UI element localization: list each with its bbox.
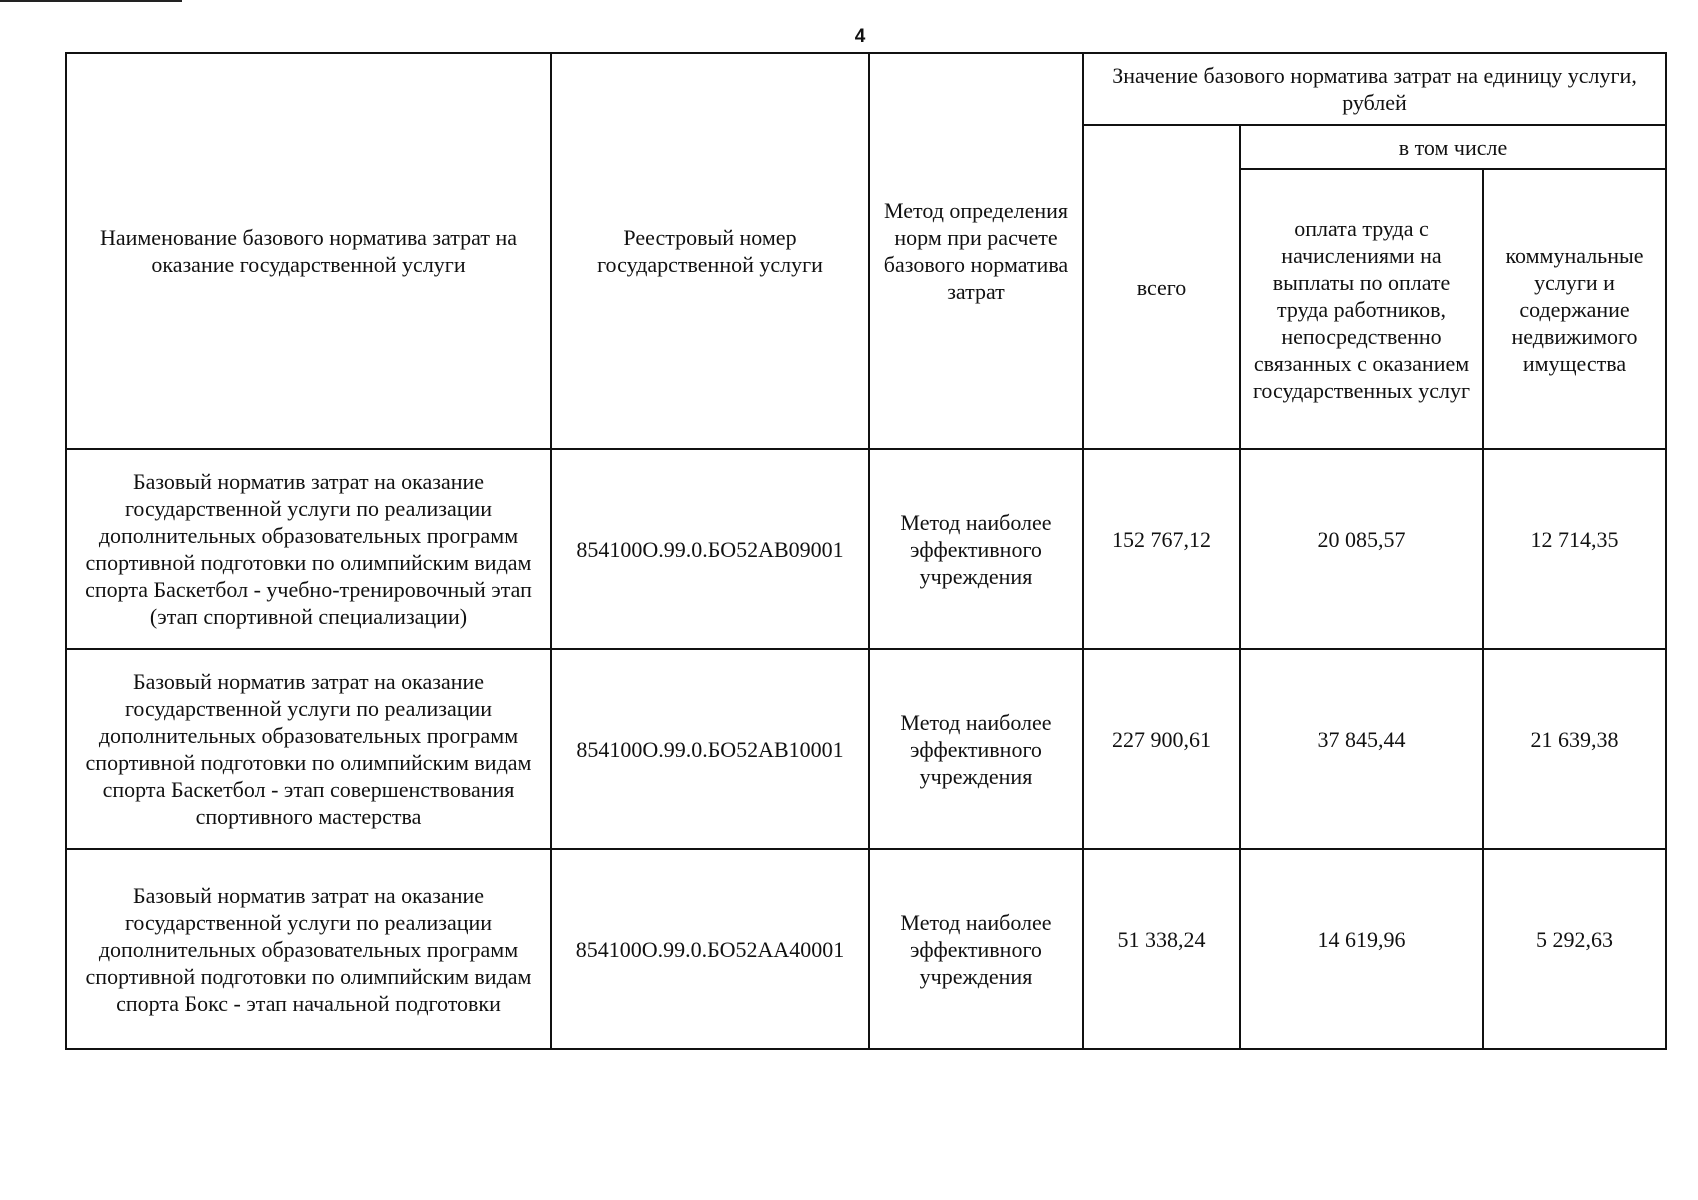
row-name: Базовый норматив затрат на оказание государственной услуги по реализации дополнительных образовательных программ спортивной подготовки по олимпийским видам спорта Бокс - этап начальной подготовки [66,849,551,1049]
row-labor-value: 20 085,57 [1317,526,1406,552]
row-utilities-value: 21 639,38 [1530,726,1619,752]
table-row [66,649,1666,849]
row-total-value: 51 338,24 [1117,926,1206,952]
row-name: Базовый норматив затрат на оказание государственной услуги по реализации дополнительных образовательных программ спортивной подготовки по олимпийским видам спорта Баскетбол - учебно-тренировочный этап (этап спортивной специализации) [66,449,551,649]
table-row [66,849,1666,1049]
row-method: Метод наиболее эффективного учреждения [869,449,1083,649]
header-labor: оплата труда с начислениями на выплаты по оплате труда работников, непосредственно связанных с оказанием государственных услуг [1240,169,1483,449]
row-utilities-value: 5 292,63 [1536,926,1613,952]
scan-corner-mark [0,0,182,2]
row-method: Метод наиболее эффективного учреждения [869,649,1083,849]
table-row [66,449,1666,649]
header-total: всего [1083,125,1240,449]
row-labor-value: 37 845,44 [1317,726,1406,752]
header-method: Метод определения норм при расчете базового норматива затрат [869,53,1083,449]
row-labor [1240,449,1483,649]
row-labor [1240,649,1483,849]
row-total [1083,449,1240,649]
row-method: Метод наиболее эффективного учреждения [869,849,1083,1049]
row-total-value: 227 900,61 [1112,726,1211,752]
row-registry-number: 854100О.99.0.БО52АА40001 [551,849,869,1049]
row-utilities [1483,449,1666,649]
header-name: Наименование базового норматива затрат на оказание государственной услуги [66,53,551,449]
row-utilities [1483,649,1666,849]
header-registry-number: Реестровый номер государственной услуги [551,53,869,449]
row-registry-number: 854100О.99.0.БО52АВ09001 [551,449,869,649]
row-total [1083,649,1240,849]
row-labor-value: 14 619,96 [1317,926,1406,952]
row-name: Базовый норматив затрат на оказание государственной услуги по реализации дополнительных образовательных программ спортивной подготовки по олимпийским видам спорта Баскетбол - этап совершенствования спортивного мастерства [66,649,551,849]
page-number: 4 [854,26,866,47]
row-utilities-value: 12 714,35 [1530,526,1619,552]
row-utilities [1483,849,1666,1049]
header-including: в том числе [1240,125,1666,169]
row-registry-number: 854100О.99.0.БО52АВ10001 [551,649,869,849]
row-total-value: 152 767,12 [1112,526,1211,552]
row-total [1083,849,1240,1049]
header-value-group: Значение базового норматива затрат на единицу услуги, рублей [1083,53,1666,125]
cost-norms-table [65,52,1667,1050]
row-labor [1240,849,1483,1049]
header-row-top [66,53,1666,125]
header-utilities: коммунальные услуги и содержание недвижимого имущества [1483,169,1666,449]
